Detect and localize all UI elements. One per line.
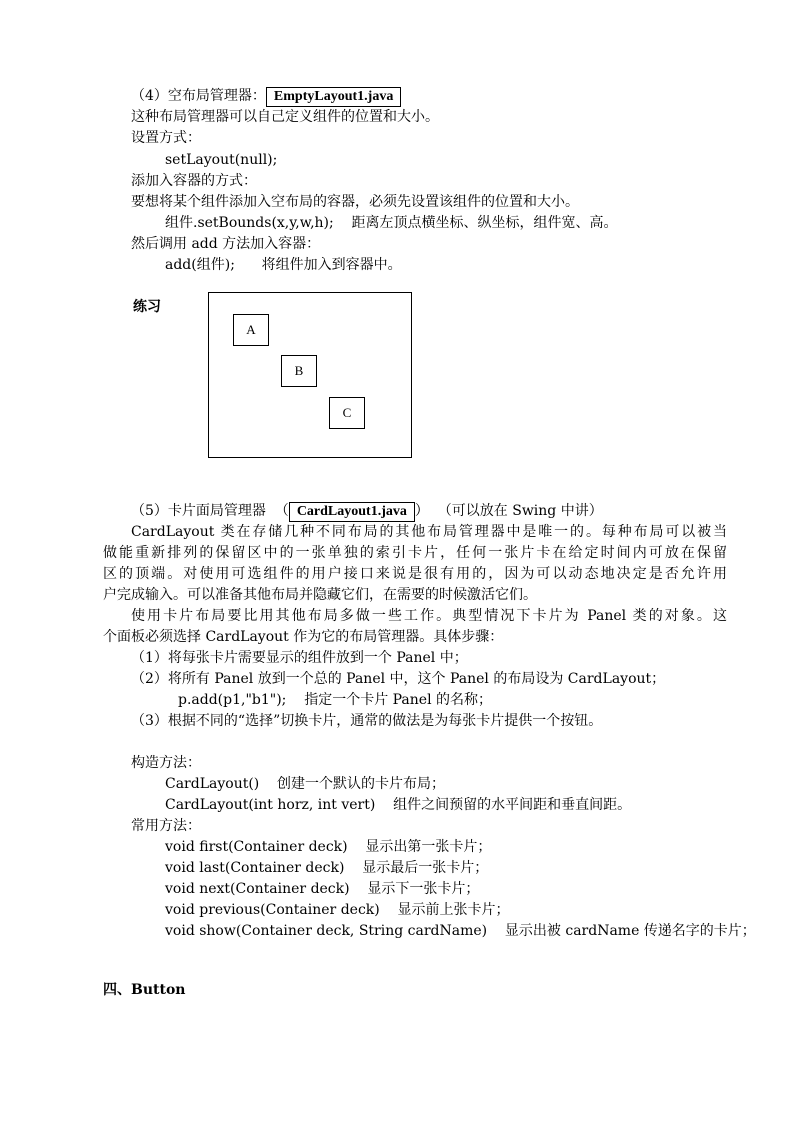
- step-2-code: p.add(p1,"b1"); 指定一个卡片 Panel 的名称；: [178, 692, 493, 708]
- paragraph-line: 使用卡片布局要比用其他布局多做一些工作。典型情况下卡片为 Panel 类的对象。这: [131, 608, 727, 624]
- layout-diagram: [208, 292, 412, 458]
- section-5-heading-suffix: ） （可以放在 Swing 中讲）: [414, 503, 603, 519]
- constructor-line: CardLayout() 创建一个默认的卡片布局；: [165, 776, 446, 792]
- code-line: add(组件); 将组件加入到容器中。: [165, 257, 402, 273]
- box-c: C: [329, 397, 365, 429]
- section-5-heading-prefix: （5）卡片面局管理器 （: [131, 503, 289, 519]
- exercise-label: 练习: [133, 299, 161, 315]
- method-line: void first(Container deck) 显示出第一张卡片；: [165, 839, 492, 855]
- method-line: void last(Container deck) 显示最后一张卡片；: [165, 860, 489, 876]
- methods-title: 常用方法：: [131, 818, 201, 834]
- code-line: 组件.setBounds(x,y,w,h); 距离左顶点横坐标、纵坐标，组件宽、高。: [165, 215, 618, 231]
- section-5-heading: [131, 501, 603, 521]
- text-line: 设置方式：: [131, 130, 201, 146]
- file-name-box: EmptyLayout1.java: [266, 87, 401, 107]
- section-4-heading: [131, 86, 401, 106]
- box-b: B: [281, 355, 317, 387]
- paragraph-line: 区的顶端。对使用可选组件的用户接口来说是很有用的，因为可以动态地决定是否允许用: [103, 566, 727, 582]
- code-line: setLayout(null);: [165, 152, 278, 168]
- step-2: （2）将所有 Panel 放到一个总的 Panel 中，这个 Panel 的布局设为 CardLayout；: [131, 671, 666, 687]
- paragraph-line: CardLayout 类在存储几种不同布局的其他布局管理器中是唯一的。每种布局可以被当: [131, 524, 727, 540]
- text-line: 要想将某个组件添加入空布局的容器，必须先设置该组件的位置和大小。: [131, 194, 579, 210]
- step-1: （1）将每张卡片需要显示的组件放到一个 Panel 中；: [131, 650, 468, 666]
- method-line: void show(Container deck, String cardName) 显示出被 cardName 传递名字的卡片；: [165, 923, 756, 939]
- text-line: 这种布局管理器可以自己定义组件的位置和大小。: [131, 109, 439, 125]
- text-line: 添加入容器的方式：: [131, 173, 257, 189]
- file-name-box: CardLayout1.java: [289, 502, 415, 522]
- box-a: A: [233, 314, 269, 346]
- method-line: void next(Container deck) 显示下一张卡片；: [165, 881, 480, 897]
- section-4-heading-text: （4）空布局管理器：: [131, 88, 266, 104]
- paragraph-line: 做能重新排列的保留区中的一张单独的索引卡片，任何一张片卡在给定时间内可放在保留: [103, 545, 727, 561]
- paragraph-line: 个面板必须选择 CardLayout 作为它的布局管理器。具体步骤：: [103, 629, 504, 645]
- constructor-line: CardLayout(int horz, int vert) 组件之间预留的水平间距和垂直间距。: [165, 797, 632, 813]
- section-heading-button: 四、Button: [103, 982, 186, 998]
- text-line: 然后调用 add 方法加入容器：: [131, 236, 321, 252]
- method-line: void previous(Container deck) 显示前上张卡片；: [165, 902, 510, 918]
- step-3: （3）根据不同的“选择”切换卡片，通常的做法是为每张卡片提供一个按钮。: [131, 713, 603, 729]
- constructors-title: 构造方法：: [131, 755, 201, 771]
- paragraph-line: 户完成输入。可以准备其他布局并隐藏它们，在需要的时候激活它们。: [103, 587, 537, 603]
